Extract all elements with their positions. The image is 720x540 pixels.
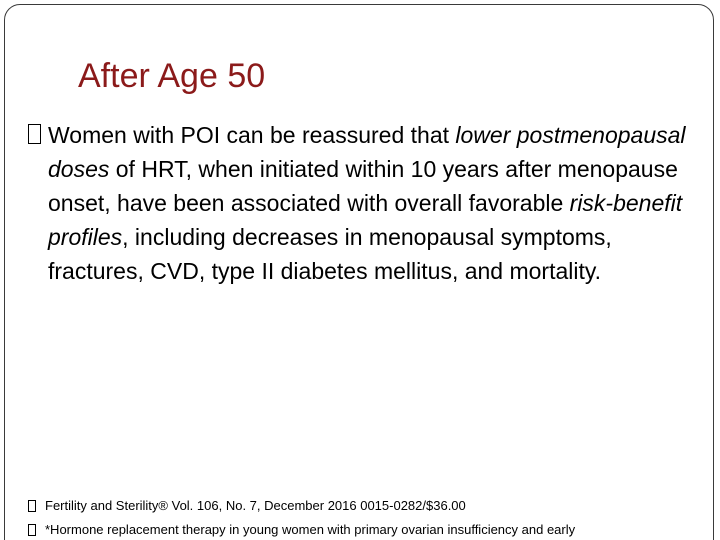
bullet-text-part2: of HRT, when initiated within 10 years after menopause onset, have been associated with overall favorable	[48, 156, 678, 216]
bullet-square-icon	[28, 500, 36, 512]
bullet-text	[48, 118, 688, 288]
bullet-italic-doses: lower postmenopausal doses	[48, 122, 686, 182]
footnote-article-title	[28, 522, 575, 537]
slide-title: After Age 50	[78, 57, 266, 95]
footnote-article-title-text: *Hormone replacement therapy in young women with primary ovarian insufficiency and early	[45, 522, 576, 537]
bullet-text-part1: Women with POI can be reassured that	[48, 122, 456, 148]
footnote-citation-text: Fertility and Sterility® Vol. 106, No. 7, December 2016 0015-0282/$36.00	[45, 498, 466, 513]
bullet-square-icon	[28, 124, 41, 144]
slide-body	[28, 118, 688, 288]
footnote-citation	[28, 498, 466, 513]
bullet-italic-profiles: risk-benefit profiles	[48, 190, 683, 250]
bullet-item	[28, 118, 688, 288]
bullet-square-icon	[28, 524, 36, 536]
bullet-text-part3: , including decreases in menopausal symptoms, fractures, CVD, type II diabetes mellitus, and mortality.	[48, 224, 612, 284]
